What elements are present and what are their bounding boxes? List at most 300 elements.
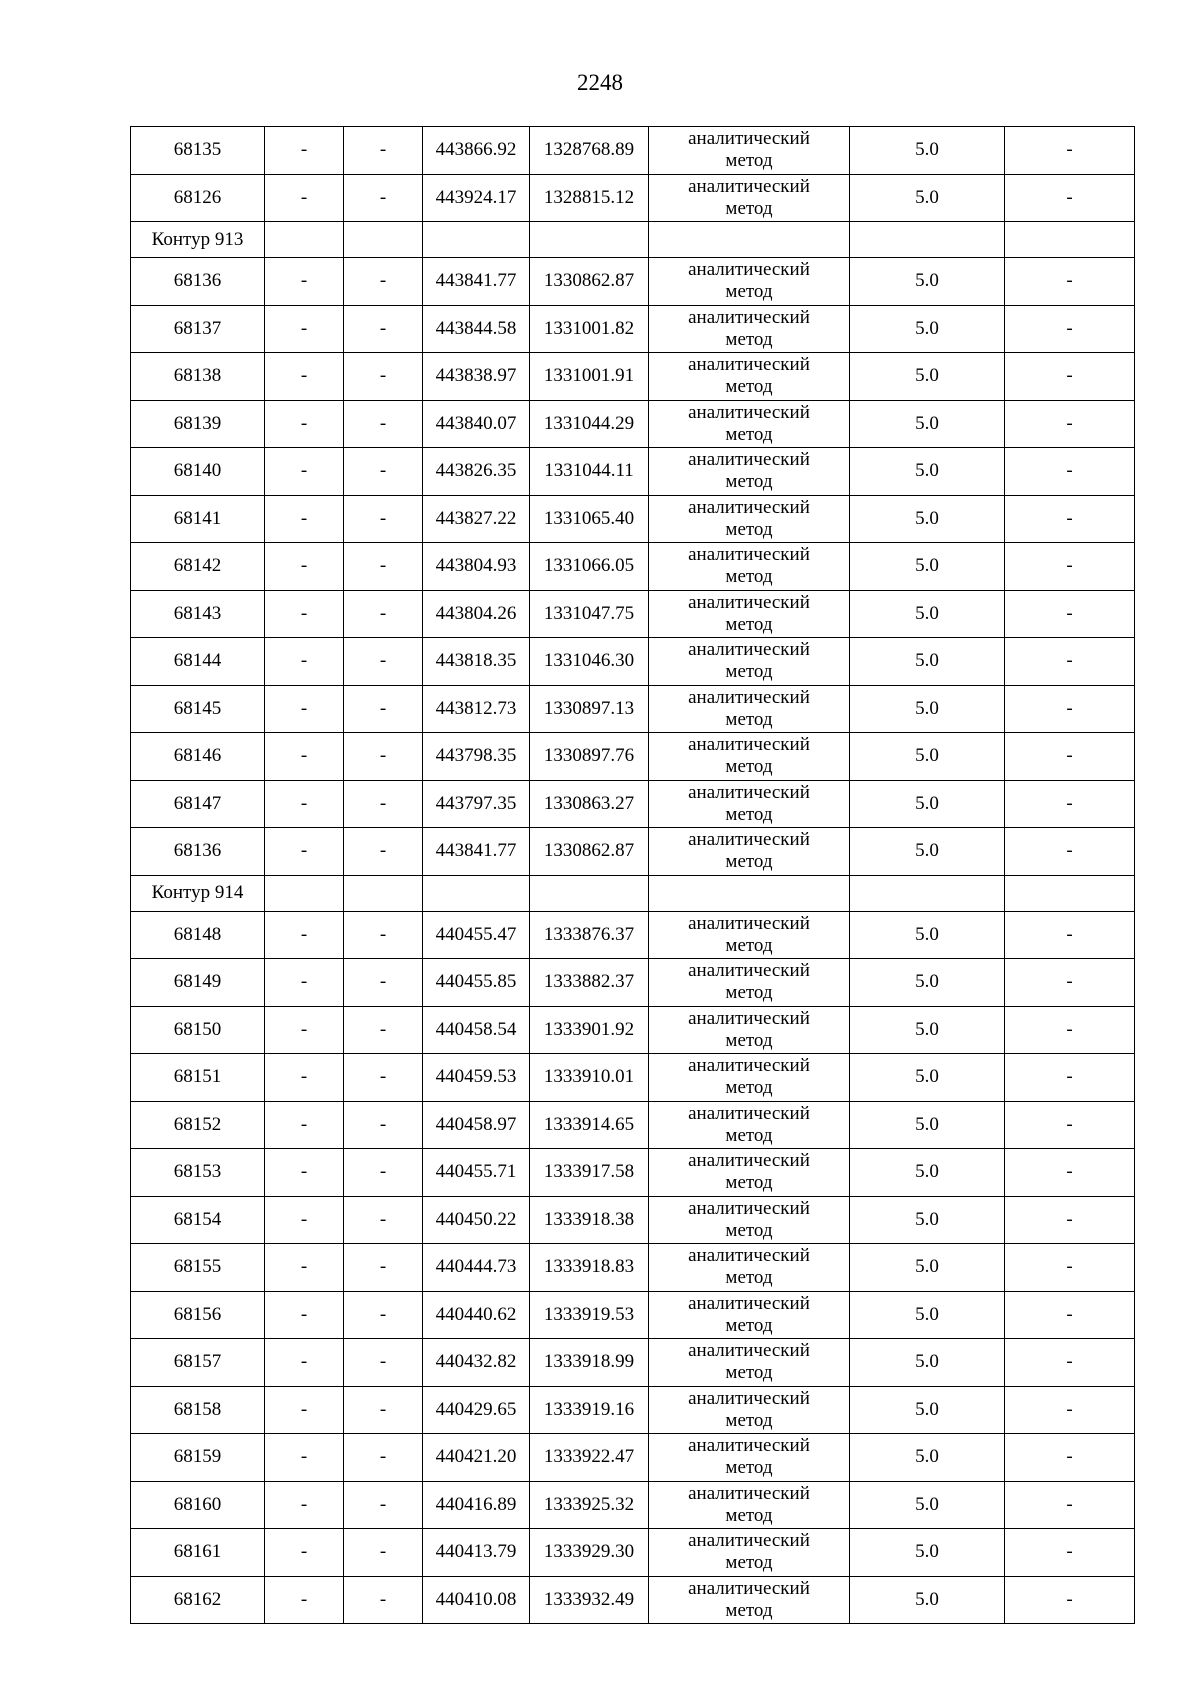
dash-cell: - — [265, 1434, 344, 1482]
empty-cell — [344, 875, 423, 911]
dash-cell: - — [1005, 258, 1135, 306]
y-coordinate-cell: 1330863.27 — [530, 780, 649, 828]
point-id-cell: 68144 — [131, 638, 265, 686]
y-coordinate-cell: 1330862.87 — [530, 258, 649, 306]
accuracy-cell: 5.0 — [850, 1291, 1005, 1339]
method-text: метод — [725, 1029, 773, 1051]
dash-cell: - — [1005, 174, 1135, 222]
dash-cell: - — [344, 1054, 423, 1102]
method-text: метод — [725, 518, 773, 540]
point-id-cell: 68148 — [131, 911, 265, 959]
x-coordinate-cell: 440429.65 — [423, 1386, 530, 1434]
dash-cell: - — [344, 685, 423, 733]
table-row — [131, 1529, 1135, 1577]
point-id-cell: 68140 — [131, 448, 265, 496]
point-id-cell: 68149 — [131, 959, 265, 1007]
method-text: метод — [725, 1552, 773, 1574]
point-id-cell: 68154 — [131, 1196, 265, 1244]
table-row — [131, 400, 1135, 448]
method-text: аналитический — [688, 1102, 810, 1124]
method-text: метод — [725, 613, 773, 635]
method-cell — [649, 400, 850, 448]
dash-cell: - — [1005, 1196, 1135, 1244]
point-id-cell: 68136 — [131, 258, 265, 306]
method-text: метод — [725, 1172, 773, 1194]
dash-cell: - — [344, 959, 423, 1007]
point-id-cell: 68141 — [131, 495, 265, 543]
method-text: аналитический — [688, 306, 810, 328]
method-text: аналитический — [688, 1435, 810, 1457]
dash-cell: - — [1005, 1386, 1135, 1434]
accuracy-cell: 5.0 — [850, 1101, 1005, 1149]
accuracy-cell: 5.0 — [850, 174, 1005, 222]
method-cell — [649, 685, 850, 733]
x-coordinate-cell: 440458.97 — [423, 1101, 530, 1149]
dash-cell: - — [1005, 1434, 1135, 1482]
y-coordinate-cell: 1328768.89 — [530, 127, 649, 175]
method-text: метод — [725, 423, 773, 445]
y-coordinate-cell: 1330897.13 — [530, 685, 649, 733]
method-text: аналитический — [688, 1055, 810, 1077]
empty-cell — [265, 875, 344, 911]
dash-cell: - — [1005, 1101, 1135, 1149]
y-coordinate-cell: 1331044.29 — [530, 400, 649, 448]
dash-cell: - — [344, 258, 423, 306]
accuracy-cell: 5.0 — [850, 305, 1005, 353]
table-row — [131, 1244, 1135, 1292]
y-coordinate-cell: 1331047.75 — [530, 590, 649, 638]
contour-label: Контур 914 — [131, 875, 265, 911]
point-id-cell: 68157 — [131, 1339, 265, 1387]
x-coordinate-cell: 440450.22 — [423, 1196, 530, 1244]
point-id-cell: 68152 — [131, 1101, 265, 1149]
dash-cell: - — [265, 543, 344, 591]
dash-cell: - — [1005, 1576, 1135, 1624]
dash-cell: - — [265, 400, 344, 448]
table-row — [131, 828, 1135, 876]
method-text: метод — [725, 1409, 773, 1431]
x-coordinate-cell: 443827.22 — [423, 495, 530, 543]
method-cell — [649, 127, 850, 175]
accuracy-cell: 5.0 — [850, 685, 1005, 733]
table-row — [131, 1101, 1135, 1149]
method-text: аналитический — [688, 1150, 810, 1172]
dash-cell: - — [344, 1006, 423, 1054]
method-text: аналитический — [688, 960, 810, 982]
point-id-cell: 68143 — [131, 590, 265, 638]
accuracy-cell: 5.0 — [850, 1481, 1005, 1529]
dash-cell: - — [344, 543, 423, 591]
dash-cell: - — [344, 780, 423, 828]
table-row — [131, 1006, 1135, 1054]
accuracy-cell: 5.0 — [850, 1339, 1005, 1387]
method-cell — [649, 1481, 850, 1529]
method-text: аналитический — [688, 734, 810, 756]
point-id-cell: 68153 — [131, 1149, 265, 1197]
coordinates-table — [130, 126, 1135, 1624]
empty-cell — [649, 222, 850, 258]
dash-cell: - — [1005, 1339, 1135, 1387]
method-text: аналитический — [688, 686, 810, 708]
table-row — [131, 1054, 1135, 1102]
method-cell — [649, 258, 850, 306]
dash-cell: - — [265, 1529, 344, 1577]
x-coordinate-cell: 443841.77 — [423, 828, 530, 876]
y-coordinate-cell: 1333919.53 — [530, 1291, 649, 1339]
x-coordinate-cell: 443818.35 — [423, 638, 530, 686]
y-coordinate-cell: 1331001.91 — [530, 353, 649, 401]
method-text: аналитический — [688, 128, 810, 150]
method-text: аналитический — [688, 1007, 810, 1029]
method-cell — [649, 1006, 850, 1054]
dash-cell: - — [344, 1291, 423, 1339]
dash-cell: - — [344, 353, 423, 401]
method-cell — [649, 1244, 850, 1292]
table-row — [131, 1339, 1135, 1387]
y-coordinate-cell: 1330862.87 — [530, 828, 649, 876]
table-row — [131, 590, 1135, 638]
table-row — [131, 543, 1135, 591]
dash-cell: - — [265, 1101, 344, 1149]
dash-cell: - — [265, 1339, 344, 1387]
dash-cell: - — [344, 495, 423, 543]
y-coordinate-cell: 1331066.05 — [530, 543, 649, 591]
table-row — [131, 127, 1135, 175]
x-coordinate-cell: 443797.35 — [423, 780, 530, 828]
table-body — [131, 127, 1135, 1624]
point-id-cell: 68142 — [131, 543, 265, 591]
accuracy-cell: 5.0 — [850, 1054, 1005, 1102]
y-coordinate-cell: 1333876.37 — [530, 911, 649, 959]
x-coordinate-cell: 440413.79 — [423, 1529, 530, 1577]
x-coordinate-cell: 443841.77 — [423, 258, 530, 306]
table-row — [131, 174, 1135, 222]
dash-cell: - — [344, 1149, 423, 1197]
point-id-cell: 68160 — [131, 1481, 265, 1529]
dash-cell: - — [265, 733, 344, 781]
table-row — [131, 1576, 1135, 1624]
empty-cell — [344, 222, 423, 258]
point-id-cell: 68161 — [131, 1529, 265, 1577]
accuracy-cell: 5.0 — [850, 1529, 1005, 1577]
method-text: метод — [725, 756, 773, 778]
accuracy-cell: 5.0 — [850, 127, 1005, 175]
page-number: 2248 — [577, 70, 623, 95]
y-coordinate-cell: 1333914.65 — [530, 1101, 649, 1149]
method-text: метод — [725, 1457, 773, 1479]
method-text: метод — [725, 1219, 773, 1241]
method-text: аналитический — [688, 912, 810, 934]
y-coordinate-cell: 1331001.82 — [530, 305, 649, 353]
dash-cell: - — [344, 1576, 423, 1624]
dash-cell: - — [344, 590, 423, 638]
method-text: метод — [725, 661, 773, 683]
method-cell — [649, 305, 850, 353]
point-id-cell: 68147 — [131, 780, 265, 828]
dash-cell: - — [1005, 911, 1135, 959]
accuracy-cell: 5.0 — [850, 258, 1005, 306]
y-coordinate-cell: 1331044.11 — [530, 448, 649, 496]
dash-cell: - — [1005, 1149, 1135, 1197]
dash-cell: - — [265, 1244, 344, 1292]
accuracy-cell: 5.0 — [850, 448, 1005, 496]
dash-cell: - — [344, 638, 423, 686]
dash-cell: - — [344, 1244, 423, 1292]
method-cell — [649, 1386, 850, 1434]
dash-cell: - — [1005, 780, 1135, 828]
method-text: метод — [725, 803, 773, 825]
method-text: метод — [725, 566, 773, 588]
dash-cell: - — [344, 1434, 423, 1482]
dash-cell: - — [344, 911, 423, 959]
point-id-cell: 68136 — [131, 828, 265, 876]
point-id-cell: 68139 — [131, 400, 265, 448]
accuracy-cell: 5.0 — [850, 1244, 1005, 1292]
point-id-cell: 68155 — [131, 1244, 265, 1292]
dash-cell: - — [265, 959, 344, 1007]
method-cell — [649, 1291, 850, 1339]
method-cell — [649, 1054, 850, 1102]
dash-cell: - — [344, 400, 423, 448]
empty-cell — [265, 222, 344, 258]
table-row — [131, 1291, 1135, 1339]
empty-cell — [423, 222, 530, 258]
dash-cell: - — [344, 174, 423, 222]
dash-cell: - — [344, 1386, 423, 1434]
method-text: метод — [725, 1362, 773, 1384]
x-coordinate-cell: 443866.92 — [423, 127, 530, 175]
dash-cell: - — [344, 305, 423, 353]
accuracy-cell: 5.0 — [850, 959, 1005, 1007]
accuracy-cell: 5.0 — [850, 495, 1005, 543]
accuracy-cell: 5.0 — [850, 543, 1005, 591]
dash-cell: - — [344, 828, 423, 876]
accuracy-cell: 5.0 — [850, 1386, 1005, 1434]
empty-cell — [530, 875, 649, 911]
point-id-cell: 68135 — [131, 127, 265, 175]
x-coordinate-cell: 440455.71 — [423, 1149, 530, 1197]
method-text: аналитический — [688, 781, 810, 803]
accuracy-cell: 5.0 — [850, 780, 1005, 828]
point-id-cell: 68137 — [131, 305, 265, 353]
dash-cell: - — [1005, 733, 1135, 781]
method-cell — [649, 1149, 850, 1197]
dash-cell: - — [344, 1339, 423, 1387]
dash-cell: - — [265, 1386, 344, 1434]
x-coordinate-cell: 443826.35 — [423, 448, 530, 496]
dash-cell: - — [344, 1196, 423, 1244]
dash-cell: - — [344, 1101, 423, 1149]
x-coordinate-cell: 440455.85 — [423, 959, 530, 1007]
method-text: аналитический — [688, 496, 810, 518]
accuracy-cell: 5.0 — [850, 1006, 1005, 1054]
method-text: метод — [725, 1267, 773, 1289]
dash-cell: - — [1005, 1481, 1135, 1529]
y-coordinate-cell: 1333901.92 — [530, 1006, 649, 1054]
dash-cell: - — [1005, 959, 1135, 1007]
empty-cell — [850, 875, 1005, 911]
x-coordinate-cell: 440459.53 — [423, 1054, 530, 1102]
method-text: метод — [725, 281, 773, 303]
contour-label: Контур 913 — [131, 222, 265, 258]
y-coordinate-cell: 1328815.12 — [530, 174, 649, 222]
empty-cell — [649, 875, 850, 911]
y-coordinate-cell: 1333918.83 — [530, 1244, 649, 1292]
x-coordinate-cell: 440455.47 — [423, 911, 530, 959]
y-coordinate-cell: 1333917.58 — [530, 1149, 649, 1197]
method-text: аналитический — [688, 591, 810, 613]
x-coordinate-cell: 443804.26 — [423, 590, 530, 638]
method-text: метод — [725, 376, 773, 398]
contour-header-row — [131, 222, 1135, 258]
method-text: аналитический — [688, 354, 810, 376]
method-text: метод — [725, 708, 773, 730]
method-cell — [649, 911, 850, 959]
dash-cell: - — [265, 1481, 344, 1529]
dash-cell: - — [1005, 590, 1135, 638]
y-coordinate-cell: 1333929.30 — [530, 1529, 649, 1577]
method-text: аналитический — [688, 1197, 810, 1219]
dash-cell: - — [344, 127, 423, 175]
empty-cell — [530, 222, 649, 258]
method-text: метод — [725, 1124, 773, 1146]
method-text: метод — [725, 328, 773, 350]
dash-cell: - — [265, 780, 344, 828]
dash-cell: - — [1005, 828, 1135, 876]
y-coordinate-cell: 1333918.38 — [530, 1196, 649, 1244]
method-cell — [649, 590, 850, 638]
method-text: аналитический — [688, 829, 810, 851]
x-coordinate-cell: 440416.89 — [423, 1481, 530, 1529]
point-id-cell: 68145 — [131, 685, 265, 733]
table-row — [131, 1434, 1135, 1482]
method-text: метод — [725, 197, 773, 219]
method-text: аналитический — [688, 175, 810, 197]
method-text: аналитический — [688, 1482, 810, 1504]
table-row — [131, 780, 1135, 828]
dash-cell: - — [1005, 638, 1135, 686]
x-coordinate-cell: 443798.35 — [423, 733, 530, 781]
x-coordinate-cell: 440410.08 — [423, 1576, 530, 1624]
dash-cell: - — [265, 1576, 344, 1624]
dash-cell: - — [265, 1196, 344, 1244]
method-text: метод — [725, 851, 773, 873]
dash-cell: - — [1005, 1006, 1135, 1054]
point-id-cell: 68159 — [131, 1434, 265, 1482]
dash-cell: - — [265, 1054, 344, 1102]
method-cell — [649, 1576, 850, 1624]
dash-cell: - — [1005, 1291, 1135, 1339]
y-coordinate-cell: 1333925.32 — [530, 1481, 649, 1529]
x-coordinate-cell: 443804.93 — [423, 543, 530, 591]
method-text: метод — [725, 150, 773, 172]
point-id-cell: 68158 — [131, 1386, 265, 1434]
x-coordinate-cell: 440444.73 — [423, 1244, 530, 1292]
dash-cell: - — [265, 590, 344, 638]
method-text: аналитический — [688, 544, 810, 566]
y-coordinate-cell: 1333882.37 — [530, 959, 649, 1007]
method-cell — [649, 495, 850, 543]
dash-cell: - — [1005, 1529, 1135, 1577]
method-cell — [649, 543, 850, 591]
y-coordinate-cell: 1330897.76 — [530, 733, 649, 781]
table-row — [131, 1386, 1135, 1434]
method-cell — [649, 780, 850, 828]
dash-cell: - — [1005, 448, 1135, 496]
table-row — [131, 448, 1135, 496]
x-coordinate-cell: 443838.97 — [423, 353, 530, 401]
dash-cell: - — [265, 685, 344, 733]
x-coordinate-cell: 443924.17 — [423, 174, 530, 222]
dash-cell: - — [344, 1481, 423, 1529]
dash-cell: - — [265, 353, 344, 401]
table-row — [131, 911, 1135, 959]
method-text: метод — [725, 1599, 773, 1621]
table-row — [131, 1481, 1135, 1529]
x-coordinate-cell: 443840.07 — [423, 400, 530, 448]
x-coordinate-cell: 440421.20 — [423, 1434, 530, 1482]
empty-cell — [423, 875, 530, 911]
dash-cell: - — [1005, 543, 1135, 591]
method-text: метод — [725, 1077, 773, 1099]
dash-cell: - — [265, 448, 344, 496]
point-id-cell: 68151 — [131, 1054, 265, 1102]
dash-cell: - — [1005, 400, 1135, 448]
x-coordinate-cell: 440440.62 — [423, 1291, 530, 1339]
method-cell — [649, 638, 850, 686]
dash-cell: - — [265, 1006, 344, 1054]
point-id-cell: 68146 — [131, 733, 265, 781]
y-coordinate-cell: 1333918.99 — [530, 1339, 649, 1387]
point-id-cell: 68126 — [131, 174, 265, 222]
table-row — [131, 685, 1135, 733]
method-cell — [649, 448, 850, 496]
accuracy-cell: 5.0 — [850, 353, 1005, 401]
method-text: аналитический — [688, 401, 810, 423]
table-row — [131, 1196, 1135, 1244]
method-text: аналитический — [688, 1340, 810, 1362]
method-text: метод — [725, 982, 773, 1004]
dash-cell: - — [1005, 305, 1135, 353]
method-cell — [649, 733, 850, 781]
dash-cell: - — [265, 258, 344, 306]
empty-cell — [850, 222, 1005, 258]
accuracy-cell: 5.0 — [850, 590, 1005, 638]
x-coordinate-cell: 440432.82 — [423, 1339, 530, 1387]
contour-header-row — [131, 875, 1135, 911]
method-cell — [649, 959, 850, 1007]
dash-cell: - — [1005, 495, 1135, 543]
point-id-cell: 68150 — [131, 1006, 265, 1054]
method-text: аналитический — [688, 1292, 810, 1314]
method-cell — [649, 174, 850, 222]
y-coordinate-cell: 1333910.01 — [530, 1054, 649, 1102]
dash-cell: - — [344, 448, 423, 496]
table-row — [131, 258, 1135, 306]
method-text: аналитический — [688, 1245, 810, 1267]
dash-cell: - — [265, 638, 344, 686]
table-row — [131, 1149, 1135, 1197]
y-coordinate-cell: 1333932.49 — [530, 1576, 649, 1624]
method-text: аналитический — [688, 1577, 810, 1599]
accuracy-cell: 5.0 — [850, 1149, 1005, 1197]
method-text: метод — [725, 471, 773, 493]
method-text: метод — [725, 1314, 773, 1336]
method-text: аналитический — [688, 449, 810, 471]
dash-cell: - — [265, 127, 344, 175]
method-cell — [649, 1339, 850, 1387]
empty-cell — [1005, 875, 1135, 911]
